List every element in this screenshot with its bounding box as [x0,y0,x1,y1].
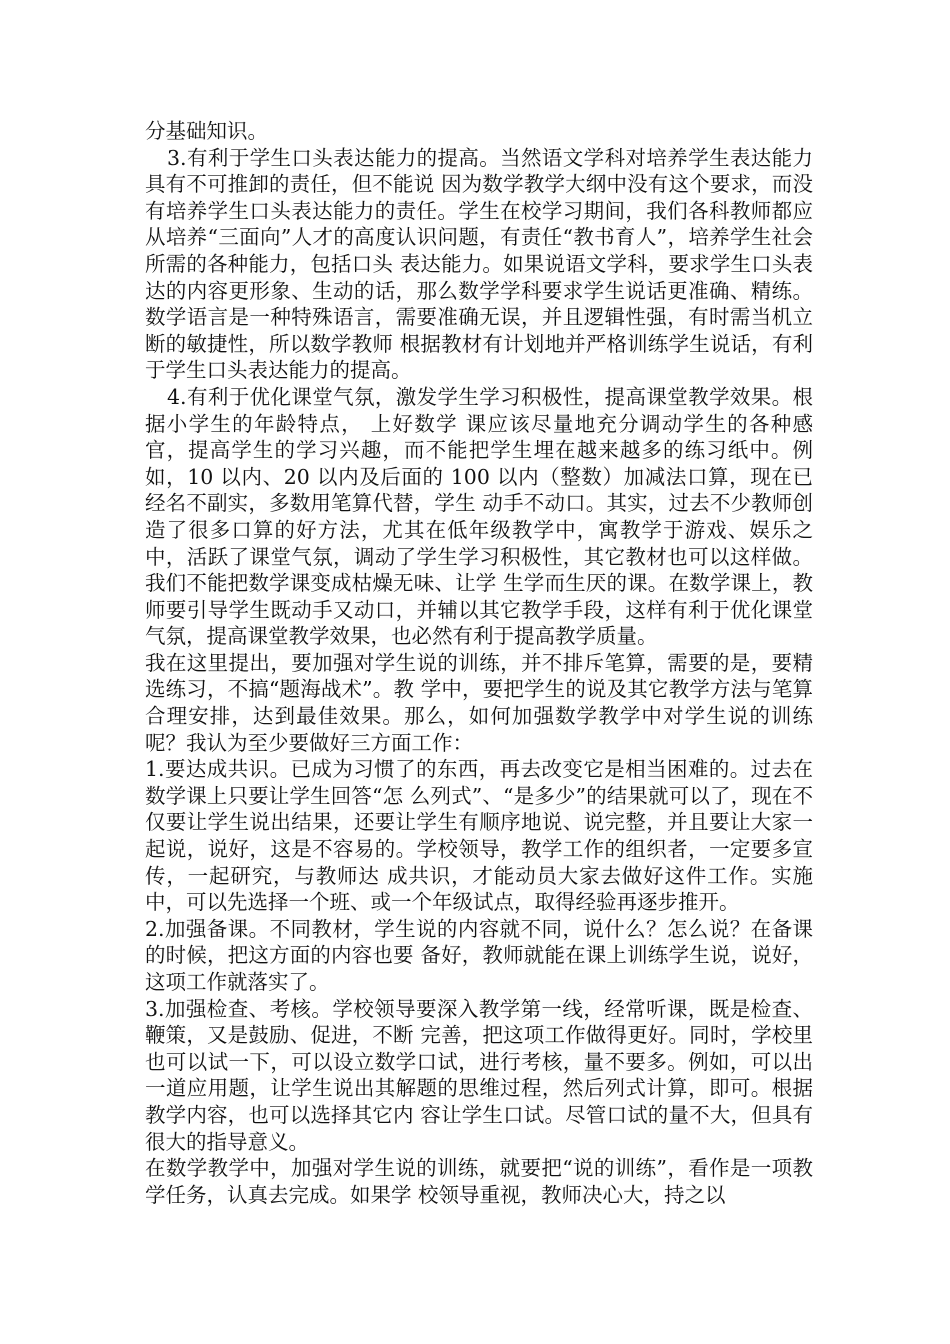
document-body [145,118,813,1208]
paragraph: 4.有利于优化课堂气氛，激发学生学习积极性，提高课堂教学效果。根据小学生的年龄特点， 上好数学 课应该尽量地充分调动学生的各种感官，提高学生的学习兴趣，而不能把学生埋在越来越多的练习纸中。例如，10 以内、20 以内及后面的 100 以内（整数）加减法口算，现在已经名不副实，多数用笔算代替，学生 动手不动口。其实，过去不少教师创造了很多口算的好方法，尤其在低年级教学中，寓教学于游戏、娱乐之中，活跃了课堂气氛，调动了学生学习积极性，其它教材也可以这样做。我们不能把数学课变成枯燥无味、让学 生学而生厌的课。在数学课上，教师要引导学生既动手又动口，并辅以其它教学手段，这样有利于优化课堂气氛，提高课堂教学效果，也必然有利于提高教学质量。 [145,384,813,649]
paragraph: 3.有利于学生口头表达能力的提高。当然语文学科对培养学生表达能力具有不可推卸的责任，但不能说 因为数学教学大纲中没有这个要求，而没有培养学生口头表达能力的责任。学生在校学习期间，我们各科教师都应从培养“三面向”人才的高度认识问题，有责任“教书育人”，培养学生社会所需的各种能力，包括口头 表达能力。如果说语文学科，要求学生口头表达的内容更形象、生动的话，那么数学学科要求学生说话更准确、精练。数学语言是一种特殊语言，需要准确无误，并且逻辑性强，有时需当机立断的敏捷性，所以数学教师 根据教材有计划地并严格训练学生说话，有利于学生口头表达能力的提高。 [145,145,813,383]
paragraph: 我在这里提出，要加强对学生说的训练，并不排斥笔算，需要的是，要精选练习，不搞“题海战术”。教 学中，要把学生的说及其它教学方法与笔算合理安排，达到最佳效果。那么，如何加强数学教学中对学生说的训练呢？我认为至少要做好三方面工作： [145,650,813,755]
paragraph: 分基础知识。 [145,119,268,143]
paragraph: 1.要达成共识。已成为习惯了的东西，再去改变它是相当困难的。过去在数学课上只要让学生回答“怎 么列式”、“是多少”的结果就可以了，现在不仅要让学生说出结果，还要让学生有顺序地说、说完整，并且要让大家一起说，说好，这是不容易的。学校领导，教学工作的组织者，一定要多宣传，一起研究，与教师达 成共识，才能动员大家去做好这件工作。实施中，可以先选择一个班、或一个年级试点，取得经验再逐步推开。 [145,757,813,915]
paragraph: 在数学教学中，加强对学生说的训练，就要把“说的训练”，看作是一项教学任务，认真去完成。如果学 校领导重视，教师决心大，持之以 [145,1156,813,1207]
paragraph: 3.加强检查、考核。学校领导要深入教学第一线，经常听课，既是检查、鞭策，又是鼓励、促进，不断 完善，把这项工作做得更好。同时，学校里也可以试一下，可以设立数学口试，进行考核，量不要多。例如，可以出一道应用题，让学生说出其解题的思维过程，然后列式计算，即可。根据教学内容，也可以选择其它内 容让学生口试。尽管口试的量不大，但具有很大的指导意义。 [145,996,813,1154]
paragraph: 2.加强备课。不同教材，学生说的内容就不同，说什么？怎么说？在备课的时候，把这方面的内容也要 备好，教师就能在课上训练学生说，说好， 这项工作就落实了。 [145,916,813,994]
